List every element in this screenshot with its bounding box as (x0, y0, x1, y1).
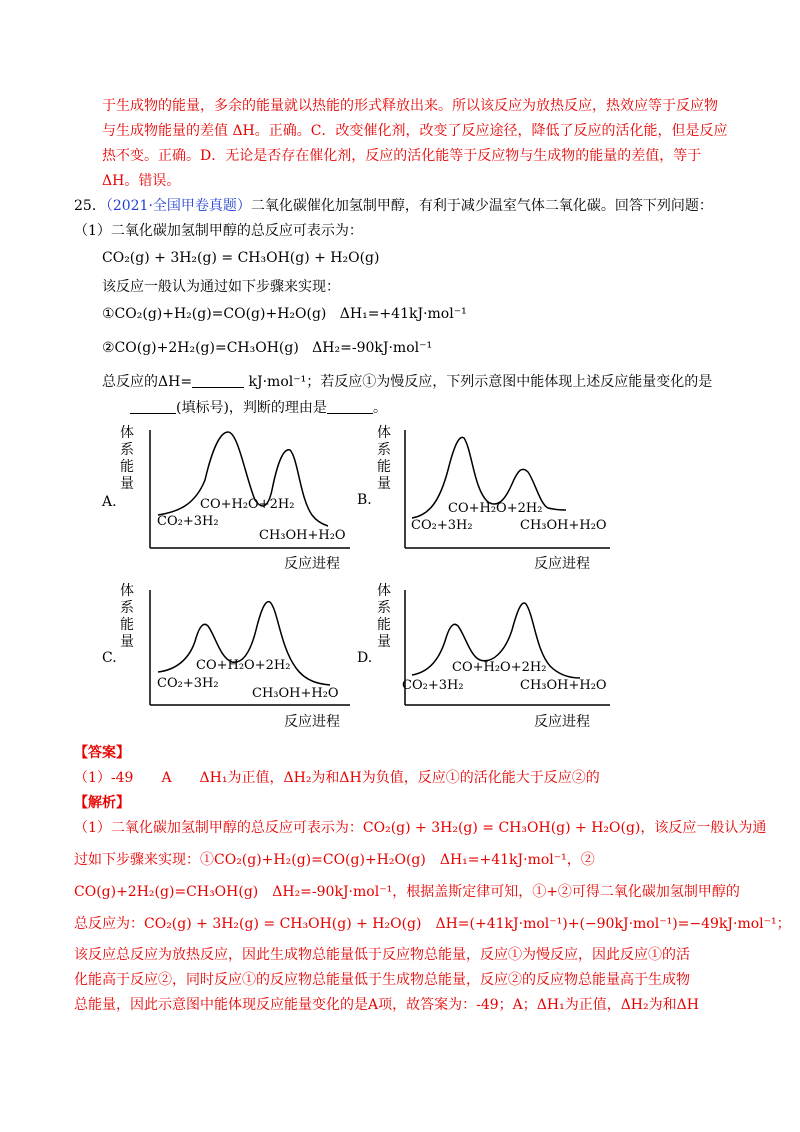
intro-line-2: 与生成物能量的差值 ΔH。正确。C．改变催化剂，改变了反应途径，降低了反应的活化能，但是反应 (102, 123, 728, 139)
diagram-d-xlabel: 反应进程 (534, 714, 590, 730)
ylabel-char: 量 (120, 634, 134, 650)
ylabel-char: 体 (377, 583, 391, 599)
diagram-c-intermediate: CO+H₂O+2H₂ (196, 658, 291, 673)
analysis-line-6: 化能高于反应②，同时反应①的反应物总能量低于生成物总能量，反应②的反应物总能量高于生成物 (74, 972, 690, 988)
diagram-c-xlabel: 反应进程 (284, 714, 340, 730)
answer-blank-2[interactable] (130, 399, 176, 414)
answer-header: 【答案】 (74, 745, 130, 761)
ylabel-char: 量 (377, 476, 391, 492)
diagram-c-reactants: CO₂+3H₂ (157, 676, 219, 691)
step2 (102, 338, 432, 358)
diagram-d-intermediate: CO+H₂O+2H₂ (452, 660, 547, 675)
diagram-c-ylabel (120, 583, 136, 651)
diagram-c-products: CH₃OH+H₂O (252, 686, 339, 701)
option-a-label: A. (102, 494, 117, 510)
step1-equation: ①CO₂(g)+H₂(g)=CO(g)+H₂O(g) (102, 306, 327, 322)
ylabel-char: 量 (377, 634, 391, 650)
diagram-a-xlabel: 反应进程 (284, 556, 340, 572)
total-reaction: CO₂(g) + 3H₂(g) = CH₃OH(g) + H₂O(g) (102, 250, 380, 266)
ylabel-char: 体 (377, 425, 391, 441)
intro-line-4: ΔH。错误。 (102, 173, 181, 189)
ylabel-char: 系 (377, 600, 391, 616)
analysis-line-2: 过如下步骤来实现：①CO₂(g)+H₂(g)=CO(g)+H₂O(g) ΔH₁=+41kJ·mol⁻¹，② (74, 852, 595, 868)
option-b-label: B. (357, 492, 372, 508)
ylabel-char: 能 (377, 459, 391, 475)
question-header (74, 196, 713, 216)
analysis-line-1: （1）二氧化碳加氢制甲醇的总反应可表示为：CO₂(g) + 3H₂(g) = CH₃OH(g) + H₂O(g)，该反应一般认为通 (74, 820, 767, 836)
ask-total-dh: 总反应的ΔH= (102, 374, 193, 390)
answer-blank-3[interactable] (327, 399, 373, 414)
ask-reason-text: (填标号)，判断的理由是 (176, 400, 327, 416)
ask-unit-text: kJ·mol⁻¹；若反应①为慢反应，下列示意图中能体现上述反应能量变化的是 (248, 374, 713, 390)
ask-end: 。 (372, 400, 387, 416)
diagram-b-products: CH₃OH+H₂O (520, 518, 607, 533)
diagram-b-ylabel (377, 425, 393, 493)
option-d-label: D. (357, 650, 373, 666)
question-ask-line2 (130, 398, 387, 418)
diagram-d-ylabel (377, 583, 393, 651)
question-stem: 二氧化碳催化加氢制甲醇，有利于减少温室气体二氧化碳。回答下列问题： (250, 198, 713, 214)
ylabel-char: 系 (120, 600, 134, 616)
part1-intro: （1）二氧化碳加氢制甲醇的总反应可表示为： (74, 223, 363, 239)
analysis-line-5: 该反应总反应为放热反应，因此生成物总能量低于反应物总能量，反应①为慢反应，因此反应①的活 (74, 947, 690, 963)
step2-enthalpy: ΔH₂=-90kJ·mol⁻¹ (312, 340, 433, 356)
analysis-line-7: 总能量，因此示意图中能体现反应能量变化的是A项，故答案为：-49；A；ΔH₁为正值，ΔH₂为和ΔH (74, 997, 699, 1013)
ylabel-char: 能 (120, 459, 134, 475)
ylabel-char: 体 (120, 425, 134, 441)
ylabel-char: 量 (120, 476, 134, 492)
answer-blank-1[interactable] (192, 373, 244, 388)
ylabel-char: 系 (377, 442, 391, 458)
diagram-d-reactants: CO₂+3H₂ (402, 678, 464, 693)
intro-line-1: 于生成物的能量，多余的能量就以热能的形式释放出来。所以该反应为放热反应，热效应等于反应物 (102, 98, 718, 114)
diagram-b-xlabel: 反应进程 (534, 556, 590, 572)
analysis-line-4: 总反应为：CO₂(g) + 3H₂(g) = CH₃OH(g) + H₂O(g) ΔH=(+41kJ·mol⁻¹)+(−90kJ·mol⁻¹)=−49kJ·mol⁻¹； (74, 916, 791, 932)
ylabel-char: 能 (377, 617, 391, 633)
ylabel-char: 系 (120, 442, 134, 458)
step2-equation: ②CO(g)+2H₂(g)=CH₃OH(g) (102, 340, 299, 356)
question-number: 25． (74, 198, 106, 214)
intro-line-3: 热不变。正确。D．无论是否存在催化剂，反应的活化能等于反应物与生成物的能量的差值，等于 (102, 148, 702, 164)
diagram-b-reactants: CO₂+3H₂ (411, 518, 473, 533)
question-ask-line1 (102, 372, 712, 392)
ylabel-char: 体 (120, 583, 134, 599)
answer-line: （1）-49 A ΔH₁为正值，ΔH₂为和ΔH为负值，反应①的活化能大于反应②的 (74, 770, 600, 786)
ylabel-char: 能 (120, 617, 134, 633)
diagram-a-intermediate: CO+H₂O+2H₂ (200, 497, 295, 512)
diagram-a-ylabel (120, 425, 136, 493)
analysis-header: 【解析】 (74, 795, 130, 811)
diagram-a-reactants: CO₂+3H₂ (157, 514, 219, 529)
diagram-a-products: CH₃OH+H₂O (259, 528, 346, 543)
question-source: （2021·全国甲卷真题） (105, 198, 251, 214)
option-c-label: C. (102, 650, 117, 666)
step1-enthalpy: ΔH₁=+41kJ·mol⁻¹ (339, 306, 467, 322)
diagram-d-products: CH₃OH+H₂O (520, 678, 607, 693)
step1 (102, 304, 467, 324)
analysis-line-3: CO(g)+2H₂(g)=CH₃OH(g) ΔH₂=-90kJ·mol⁻¹，根据盖斯定律可知，①+②可得二氧化碳加氢制甲醇的 (74, 884, 740, 900)
steps-intro: 该反应一般认为通过如下步骤来实现： (102, 279, 340, 295)
diagram-b-intermediate: CO+H₂O+2H₂ (448, 501, 543, 516)
